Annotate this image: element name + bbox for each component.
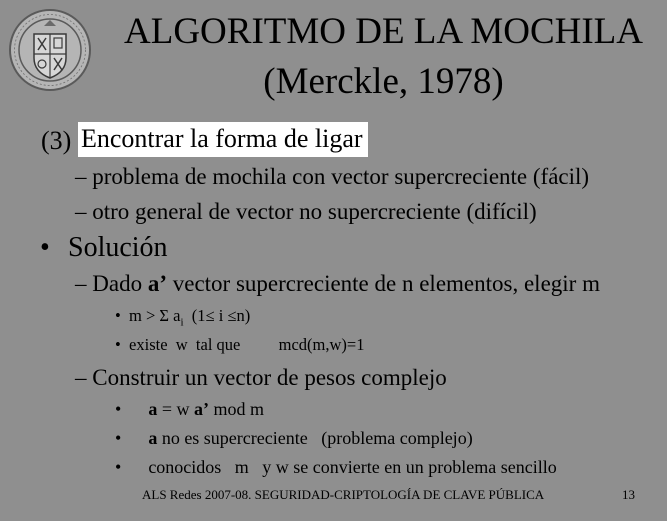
solution-heading: Solución — [68, 232, 168, 263]
university-seal-logo — [8, 8, 92, 92]
list-item-text: conocidos m y w se convierte en un problema sencillo — [148, 457, 557, 477]
solution-sub-item — [75, 270, 600, 298]
list-item — [115, 335, 364, 355]
sub-item-post: vector supercreciente de n elementos, elegir m — [172, 271, 600, 296]
formula-text: m > Σ a — [129, 306, 181, 325]
page-number: 13 — [622, 487, 635, 502]
formula-bold: a — [148, 399, 158, 419]
step-highlight: Encontrar la forma de ligar — [78, 122, 368, 157]
list-item-text: existe w tal que — [129, 335, 241, 354]
solution-bullet: • — [40, 232, 50, 263]
footer-text: ALS Redes 2007-08. SEGURIDAD-CRIPTOLOGÍA DE CLAVE PÚBLICA — [142, 487, 545, 502]
step-item: – otro general de vector no supercreciente (difícil) — [75, 199, 537, 224]
bullet-marker: • — [115, 306, 121, 325]
bullet-marker: • — [115, 457, 122, 477]
subscript: i — [180, 316, 184, 329]
bullet-marker: • — [115, 399, 122, 419]
bullet-marker: • — [115, 335, 121, 354]
formula-bold: a’ — [193, 399, 209, 419]
list-item — [115, 427, 473, 449]
formula-text: = w — [161, 399, 190, 419]
list-item — [115, 398, 264, 420]
step-item: – problema de mochila con vector supercreciente (fácil) — [75, 164, 590, 189]
sub-item-pre: Dado — [92, 271, 143, 296]
formula-text: mod m — [213, 399, 264, 419]
formula-bold: a — [148, 428, 158, 448]
list-item — [115, 306, 250, 332]
list-item — [115, 456, 557, 478]
slide-title: ALGORITMO DE LA MOCHILA — [124, 11, 643, 52]
sub-item-bold: a’ — [147, 271, 167, 296]
bullet-marker: • — [115, 428, 122, 448]
solution-sub-item: – Construir un vector de pesos complejo — [75, 365, 447, 390]
formula-range: (1≤ i ≤n) — [191, 306, 251, 325]
dash-marker: – — [75, 271, 87, 296]
formula-text: mcd(m,w)=1 — [278, 335, 365, 354]
step-label: (3) — [41, 126, 72, 155]
slide-subtitle: (Merckle, 1978) — [263, 61, 504, 102]
list-item-text: no es supercreciente (problema complejo) — [161, 428, 473, 448]
